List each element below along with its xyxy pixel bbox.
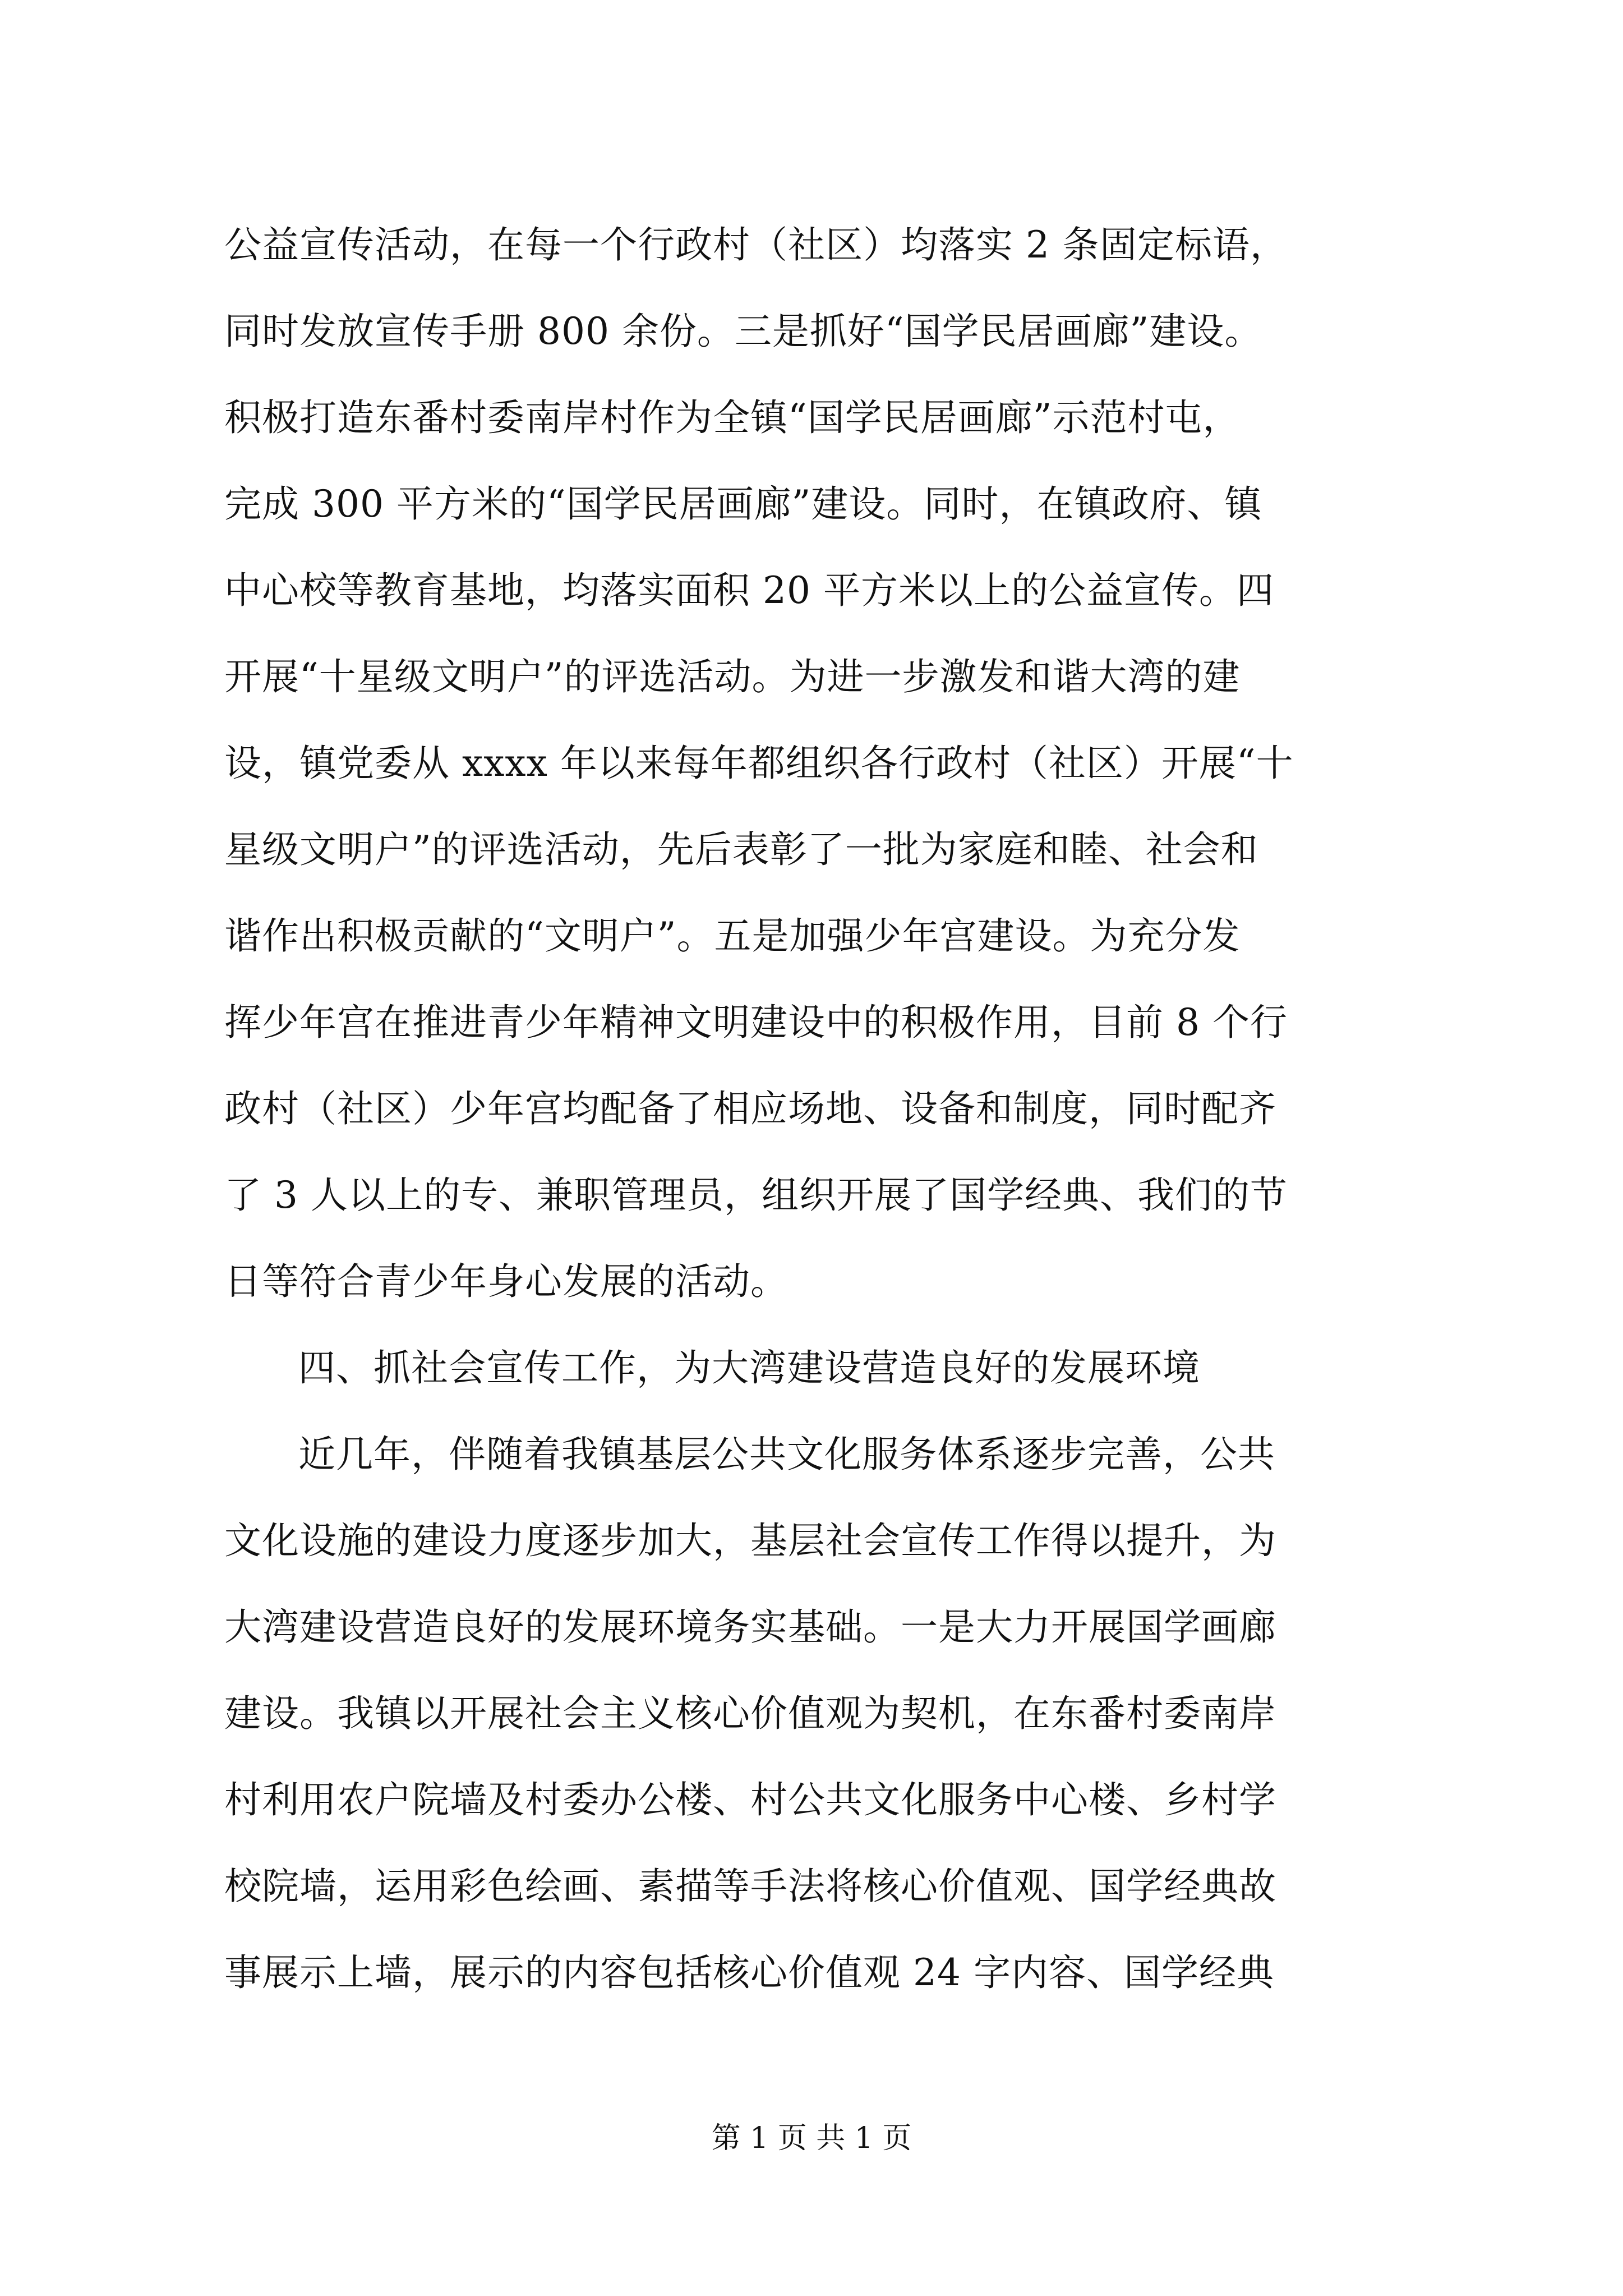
section-heading: 四、抓社会宣传工作，为大湾建设营造良好的发展环境 [298, 1346, 1200, 1389]
page-footer: 第 1 页 共 1 页 [711, 2122, 912, 2155]
text-line: 大湾建设营造良好的发展环境务实基础。一是大力开展国学画廊 [224, 1605, 1276, 1649]
text-line: 设，镇党委从 xxxx 年以来每年都组织各行政村（社区）开展“十 [224, 742, 1294, 785]
text-line: 谐作出积极贡献的“文明户”。五是加强少年宫建设。为充分发 [224, 914, 1241, 958]
text-line: 建设。我镇以开展社会主义核心价值观为契机，在东番村委南岸 [224, 1692, 1276, 1735]
text-line: 开展“十星级文明户”的评选活动。为进一步激发和谐大湾的建 [224, 655, 1241, 698]
text-line: 星级文明户”的评选活动，先后表彰了一批为家庭和睦、社会和 [224, 828, 1258, 871]
text-line: 事展示上墙，展示的内容包括核心价值观 24 字内容、国学经典 [224, 1951, 1274, 1994]
text-line: 公益宣传活动，在每一个行政村（社区）均落实 2 条固定标语， [224, 223, 1288, 266]
text-line: 挥少年宫在推进青少年精神文明建设中的积极作用，目前 8 个行 [224, 1001, 1288, 1044]
text-line: 积极打造东番村委南岸村作为全镇“国学民居画廊”示范村屯， [224, 396, 1241, 439]
text-line: 政村（社区）少年宫均配备了相应场地、设备和制度，同时配齐 [224, 1087, 1276, 1130]
text-line: 村利用农户院墙及村委办公楼、村公共文化服务中心楼、乡村学 [224, 1778, 1276, 1821]
paragraph-first-line: 近几年，伴随着我镇基层公共文化服务体系逐步完善，公共 [298, 1433, 1275, 1476]
text-line: 完成 300 平方米的“国学民居画廊”建设。同时，在镇政府、镇 [224, 482, 1262, 526]
text-line: 文化设施的建设力度逐步加大，基层社会宣传工作得以提升，为 [224, 1519, 1276, 1562]
text-line: 同时发放宣传手册 800 余份。三是抓好“国学民居画廊”建设。 [224, 310, 1262, 353]
text-line: 中心校等教育基地，均落实面积 20 平方米以上的公益宣传。四 [224, 569, 1274, 612]
text-line: 校院墙，运用彩色绘画、素描等手法将核心价值观、国学经典故 [224, 1865, 1276, 1908]
text-line: 日等符合青少年身心发展的活动。 [224, 1260, 788, 1303]
text-line: 了 3 人以上的专、兼职管理员，组织开展了国学经典、我们的节 [224, 1174, 1288, 1217]
